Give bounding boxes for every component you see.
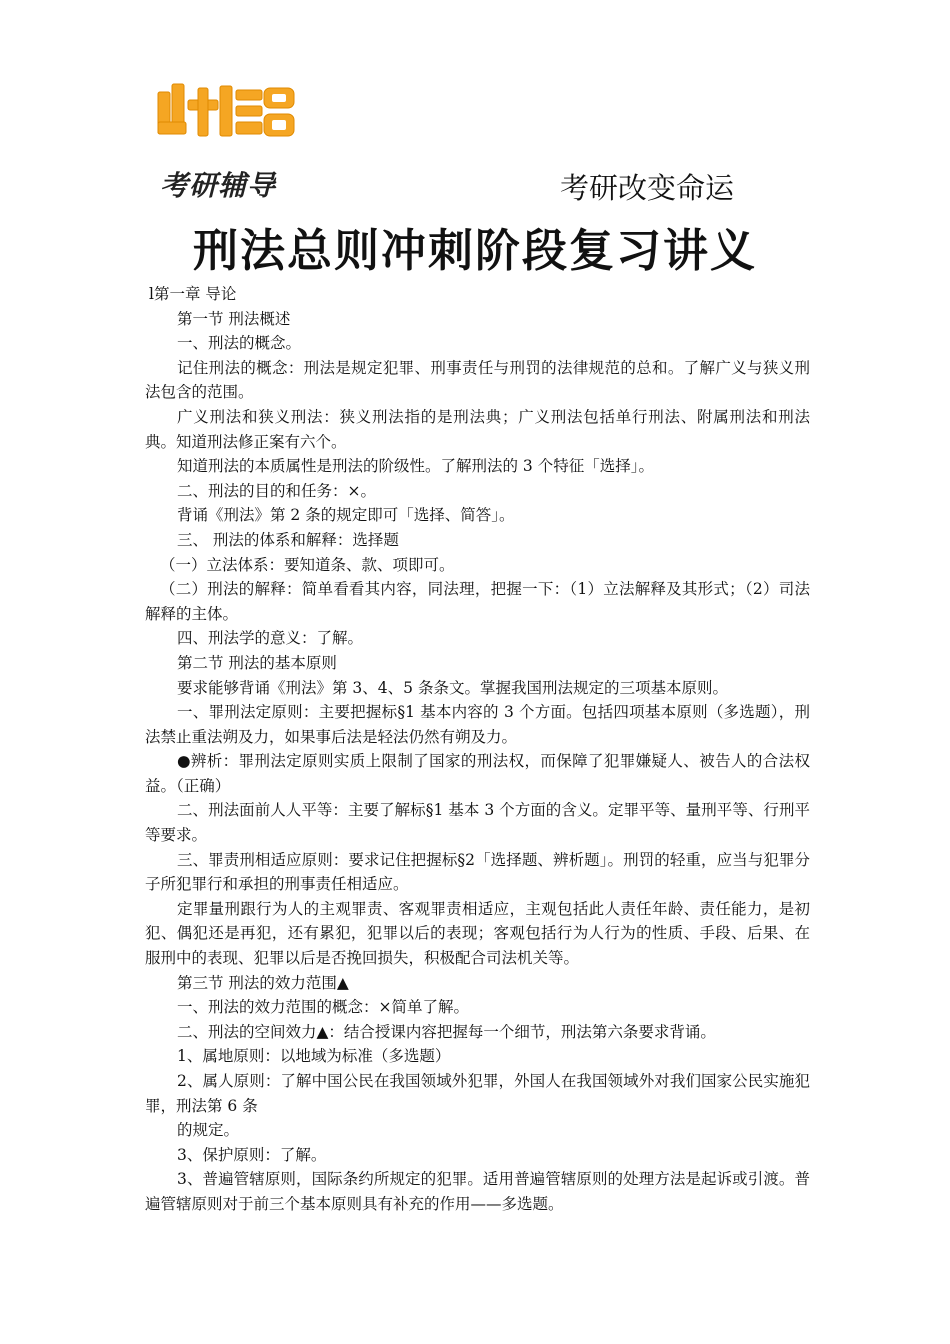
paragraph: 1、属地原则：以地域为标准（多选题）: [177, 1047, 451, 1066]
paragraph: 背诵《刑法》第 2 条的规定即可「选择、简答」。: [177, 506, 515, 525]
paragraph: 记住刑法的概念：刑法是规定犯罪、刑事责任与刑罚的法律规范的总和。了解广义与狭义刑法包含的范围。: [145, 358, 810, 402]
document-body: [145, 282, 810, 1217]
section-heading: 第二节 刑法的基本原则: [177, 653, 337, 672]
paragraph: （二）刑法的解释：简单看看其内容，同法理，把握一下：（1）立法解释及其形式；（2）司法解释的主体。: [145, 580, 810, 623]
paragraph: 一、刑法的概念。: [177, 334, 302, 353]
slogan: 考研改变命运: [560, 171, 735, 205]
paragraph: 定罪量刑跟行为人的主观罪责、客观罪责相适应，主观包括此人责任年龄、责任能力，是初犯、偶犯还是再犯，还有累犯，犯罪以后的表现；客观包括行为人行为的性质、手段、后果、在服刑中的表现、犯罪以后是否挽回损失，积极配合司法机关等。: [145, 899, 810, 968]
paragraph: 2、属人原则：了解中国公民在我国领域外犯罪，外国人在我国领域外对我们国家公民实施犯罪，刑法第 6 条: [145, 1072, 810, 1115]
paragraph: 二、刑法面前人人平等：主要了解标§1 基本 3 个方面的含义。定罪平等、量刑平等、行刑平等要求。: [145, 801, 810, 845]
paragraph: 三、罪责刑相适应原则：要求记住把握标§2「选择题、辨析题」。刑罚的轻重，应当与犯罪分子所犯罪行和承担的刑事责任相适应。: [145, 850, 810, 894]
paragraph: 三、 刑法的体系和解释：选择题: [177, 530, 399, 549]
paragraph: ●辨析：罪刑法定原则实质上限制了国家的刑法权，而保障了犯罪嫌疑人、被告人的合法权益。（正确）: [145, 752, 810, 795]
paragraph: 四、刑法学的意义：了解。: [177, 629, 364, 648]
logo-subtitle: 考研辅导: [160, 169, 277, 202]
paragraph: 二、刑法的目的和任务：×。: [177, 481, 376, 500]
logo-mark: [152, 74, 302, 164]
paragraph: 要求能够背诵《刑法》第 3、4、5 条条文。掌握我国刑法规定的三项基本原则。: [177, 678, 728, 697]
section-heading: 第一节 刑法概述: [177, 309, 291, 328]
paragraph: 3、普遍管辖原则，国际条约所规定的犯罪。适用普遍管辖原则的处理方法是起诉或引渡。普遍管辖原则对于前三个基本原则具有补充的作用——多选题。: [145, 1170, 810, 1213]
paragraph: 3、保护原则：了解。: [177, 1145, 327, 1164]
section-heading: 第三节 刑法的效力范围▲: [177, 973, 349, 992]
document-title: 刑法总则冲刺阶段复习讲义: [192, 224, 757, 277]
paragraph: 广义刑法和狭义刑法：狭义刑法指的是刑法典；广义刑法包括单行刑法、附属刑法和刑法典。知道刑法修正案有六个。: [145, 407, 810, 451]
paragraph: 的规定。: [177, 1121, 240, 1140]
paragraph: 知道刑法的本质属性是刑法的阶级性。了解刑法的 3 个特征「选择」。: [177, 457, 654, 476]
paragraph: 二、刑法的空间效力▲：结合授课内容把握每一个细节，刑法第六条要求背诵。: [177, 1022, 716, 1041]
paragraph: 一、刑法的效力范围的概念：×简单了解。: [177, 998, 469, 1017]
paragraph: （一）立法体系：要知道条、款、项即可。: [160, 555, 455, 574]
chapter-heading: l第一章 导论: [149, 285, 237, 303]
paragraph: 一、罪刑法定原则：主要把握标§1 基本内容的 3 个方面。包括四项基本原则（多选题），刑法禁止重法朔及力，如果事后法是轻法仍然有朔及力。: [145, 703, 810, 746]
